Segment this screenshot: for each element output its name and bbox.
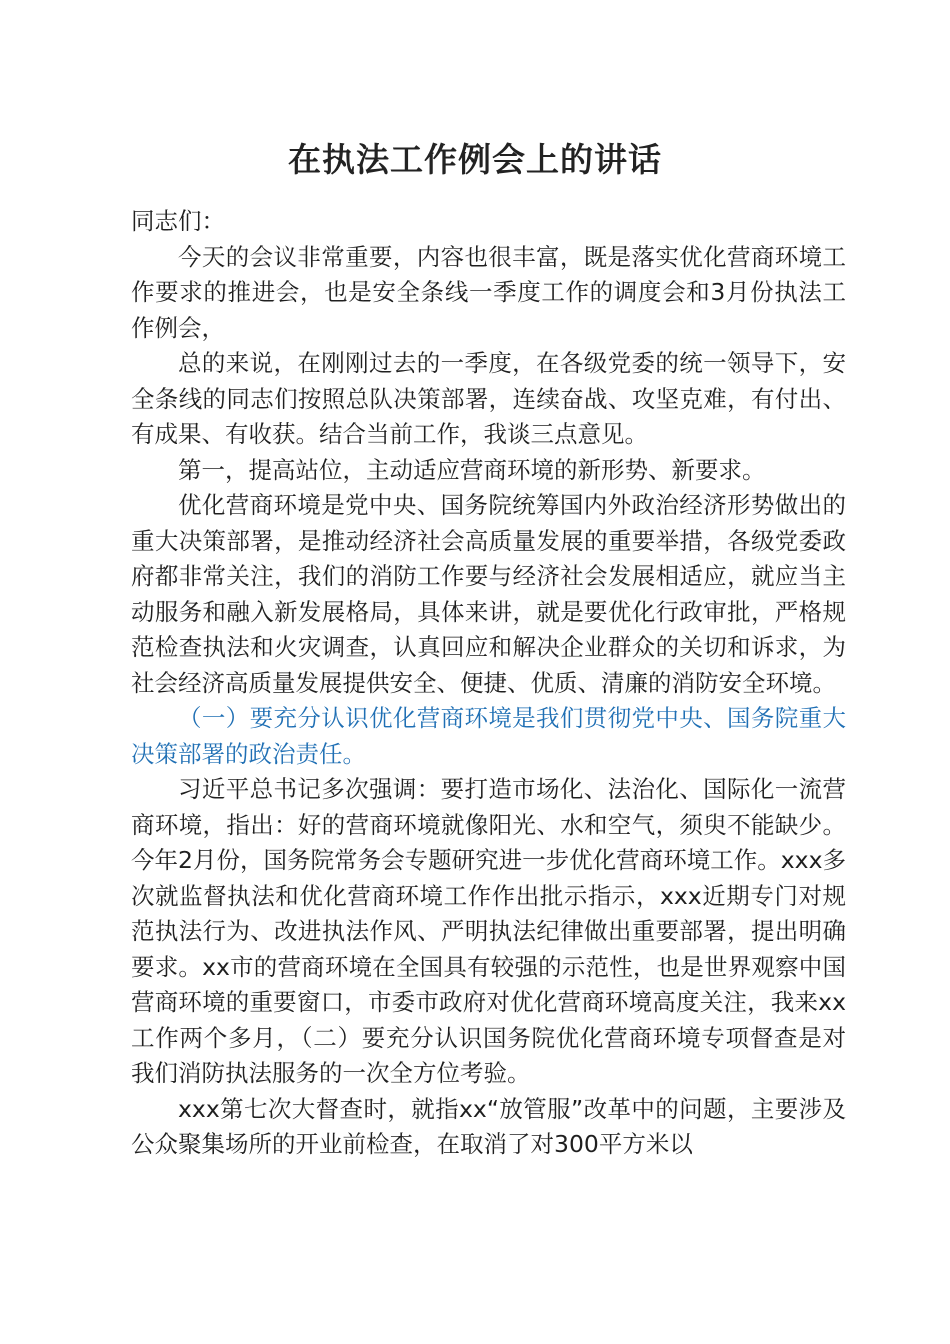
paragraph: 优化营商环境是党中央、国务院统筹国内外政治经济形势做出的重大决策部署，是推动经济社会高质量发展的重要举措，各级党委政府都非常关注，我们的消防工作要与经济社会发展相适应，就应当主动服务和融入新发展格局，具体来讲，就是要优化行政审批，严格规范检查执法和火灾调查，认真回应和解决企业群众的关切和诉求，为社会经济高质量发展提供安全、便捷、优质、清廉的消防安全环境。	[131, 491, 846, 697]
subsection-heading: （一）要充分认识优化营商环境是我们贯彻党中央、国务院重大决策部署的政治责任。	[131, 704, 846, 768]
section-heading: 第一，提高站位，主动适应营商环境的新形势、新要求。	[178, 455, 766, 484]
document-title: 在执法工作例会上的讲话	[288, 140, 662, 179]
salutation: 同志们：	[131, 207, 225, 235]
paragraph: xxx第七次大督查时，就指xx“放管服”改革中的问题，主要涉及公众聚集场所的开业前检查，在取消了对300平方米以	[131, 1094, 846, 1158]
document-body	[131, 204, 846, 1163]
paragraph: 习近平总书记多次强调：要打造市场化、法治化、国际化一流营商环境，指出：好的营商环境就像阳光、水和空气，须臾不能缺少。今年2月份，国务院常务会专题研究进一步优化营商环境工作。xxx多次就监督执法和优化营商环境工作作出批示指示，xxx近期专门对规范执法行为、改进执法作风、严明执法纪律做出重要部署，提出明确要求。xx市的营商环境在全国具有较强的示范性，也是世界观察中国营商环境的重要窗口，市委市政府对优化营商环境高度关注，我来xx工作两个多月，（二）要充分认识国务院优化营商环境专项督查是对我们消防执法服务的一次全方位考验。	[131, 775, 846, 1087]
paragraph: 今天的会议非常重要，内容也很丰富，既是落实优化营商环境工作要求的推进会，也是安全条线一季度工作的调度会和3月份执法工作例会，	[131, 242, 846, 342]
paragraph: 总的来说，在刚刚过去的一季度，在各级党委的统一领导下，安全条线的同志们按照总队决策部署，连续奋战、攻坚克难，有付出、有成果、有收获。结合当前工作，我谈三点意见。	[131, 349, 846, 448]
